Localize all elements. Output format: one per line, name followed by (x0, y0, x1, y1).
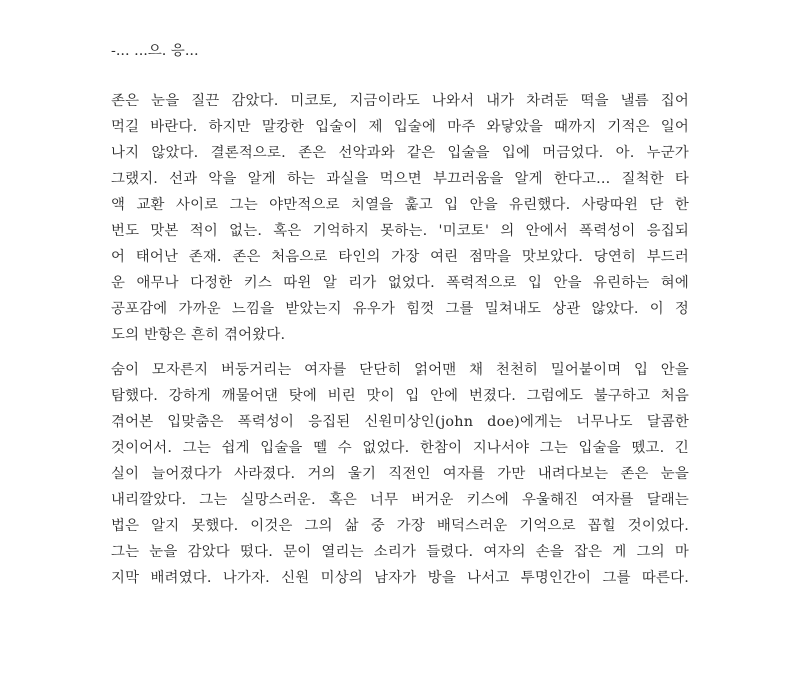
paragraph-line: 법은 알지 못했다. 이것은 그의 삶 중 가장 배덕스러운 기억으로 꼽힐 것이었다. (111, 518, 689, 534)
paragraph-line: 그는 눈을 감았다 떴다. 문이 열리는 소리가 들렸다. 여자의 손을 잡은 게 그의 마 (111, 544, 689, 560)
paragraph-2 (111, 357, 689, 591)
paragraph-line: 어 태어난 존재. 존은 처음으로 타인의 가장 여린 점막을 맛보았다. 당연히 부드러 (111, 249, 689, 265)
paragraph-line: 겪어본 입맞춤은 폭력성이 응집된 신원미상인(john doe)에게는 너무나도 달콤한 (111, 414, 689, 430)
paragraph-line: 나지 않았다. 결론적으로. 존은 선악과와 같은 입술을 입에 머금었다. 아. 누군가 (111, 145, 689, 161)
paragraph-line: 지막 배려였다. 나가자. 신원 미상의 남자가 방을 나서고 투명인간이 그를 따른다. (111, 570, 689, 586)
paragraph-1 (111, 88, 689, 348)
paragraph-line: 번도 맛본 적이 없는. 혹은 기억하지 못하는. '미코토' 의 안에서 폭력성이 응집되 (111, 223, 689, 239)
paragraph-line: 내리깔았다. 그는 실망스러운. 혹은 너무 버거운 키스에 우울해진 여자를 달래는 (111, 492, 689, 508)
paragraph-line: 숨이 모자른지 버둥거리는 여자를 단단히 얽어맨 채 천천히 밀어붙이며 입 안을 (111, 362, 689, 378)
paragraph-line: 것이어서. 그는 쉽게 입술을 뗄 수 없었다. 한참이 지나서야 그는 입술을 뗐고. 긴 (111, 440, 689, 456)
paragraph-line: 탐했다. 강하게 깨물어댄 탓에 비린 맛이 입 안에 번졌다. 그럼에도 불구하고 처음 (111, 388, 689, 404)
paragraph-line: 실이 늘어졌다가 사라졌다. 거의 울기 직전인 여자를 가만 내려다보는 존은 눈을 (111, 466, 689, 482)
paragraph-line: 운 애무나 다정한 키스 따윈 알 리가 없었다. 폭력적으로 입 안을 유린하는 혀에 (111, 275, 689, 291)
paragraph-line: 존은 눈을 질끈 감았다. 미코토, 지금이라도 나와서 내가 차려둔 떡을 낼름 집어 (111, 93, 689, 109)
paragraph-line: 먹길 바란다. 하지만 말캉한 입술이 제 입술에 마주 와닿았을 때까지 기적은 일어 (111, 119, 689, 135)
opening-line: -... ...으. 응... (111, 43, 199, 59)
paragraph-line: 액 교환 사이로 그는 야만적으로 치열을 훑고 입 안을 유린했다. 사랑따윈 단 한 (111, 197, 689, 213)
paragraph-line: 공포감에 가까운 느낌을 받았는지 유우가 힘껏 그를 밀쳐내도 상관 않았다. 이 정 (111, 301, 689, 317)
paragraph-line: 그랬지. 선과 악을 알게 하는 과실을 먹으면 부끄러움을 알게 한다고... 질척한 타 (111, 171, 689, 187)
paragraph-line: 도의 반항은 흔히 겪어왔다. (111, 327, 286, 343)
